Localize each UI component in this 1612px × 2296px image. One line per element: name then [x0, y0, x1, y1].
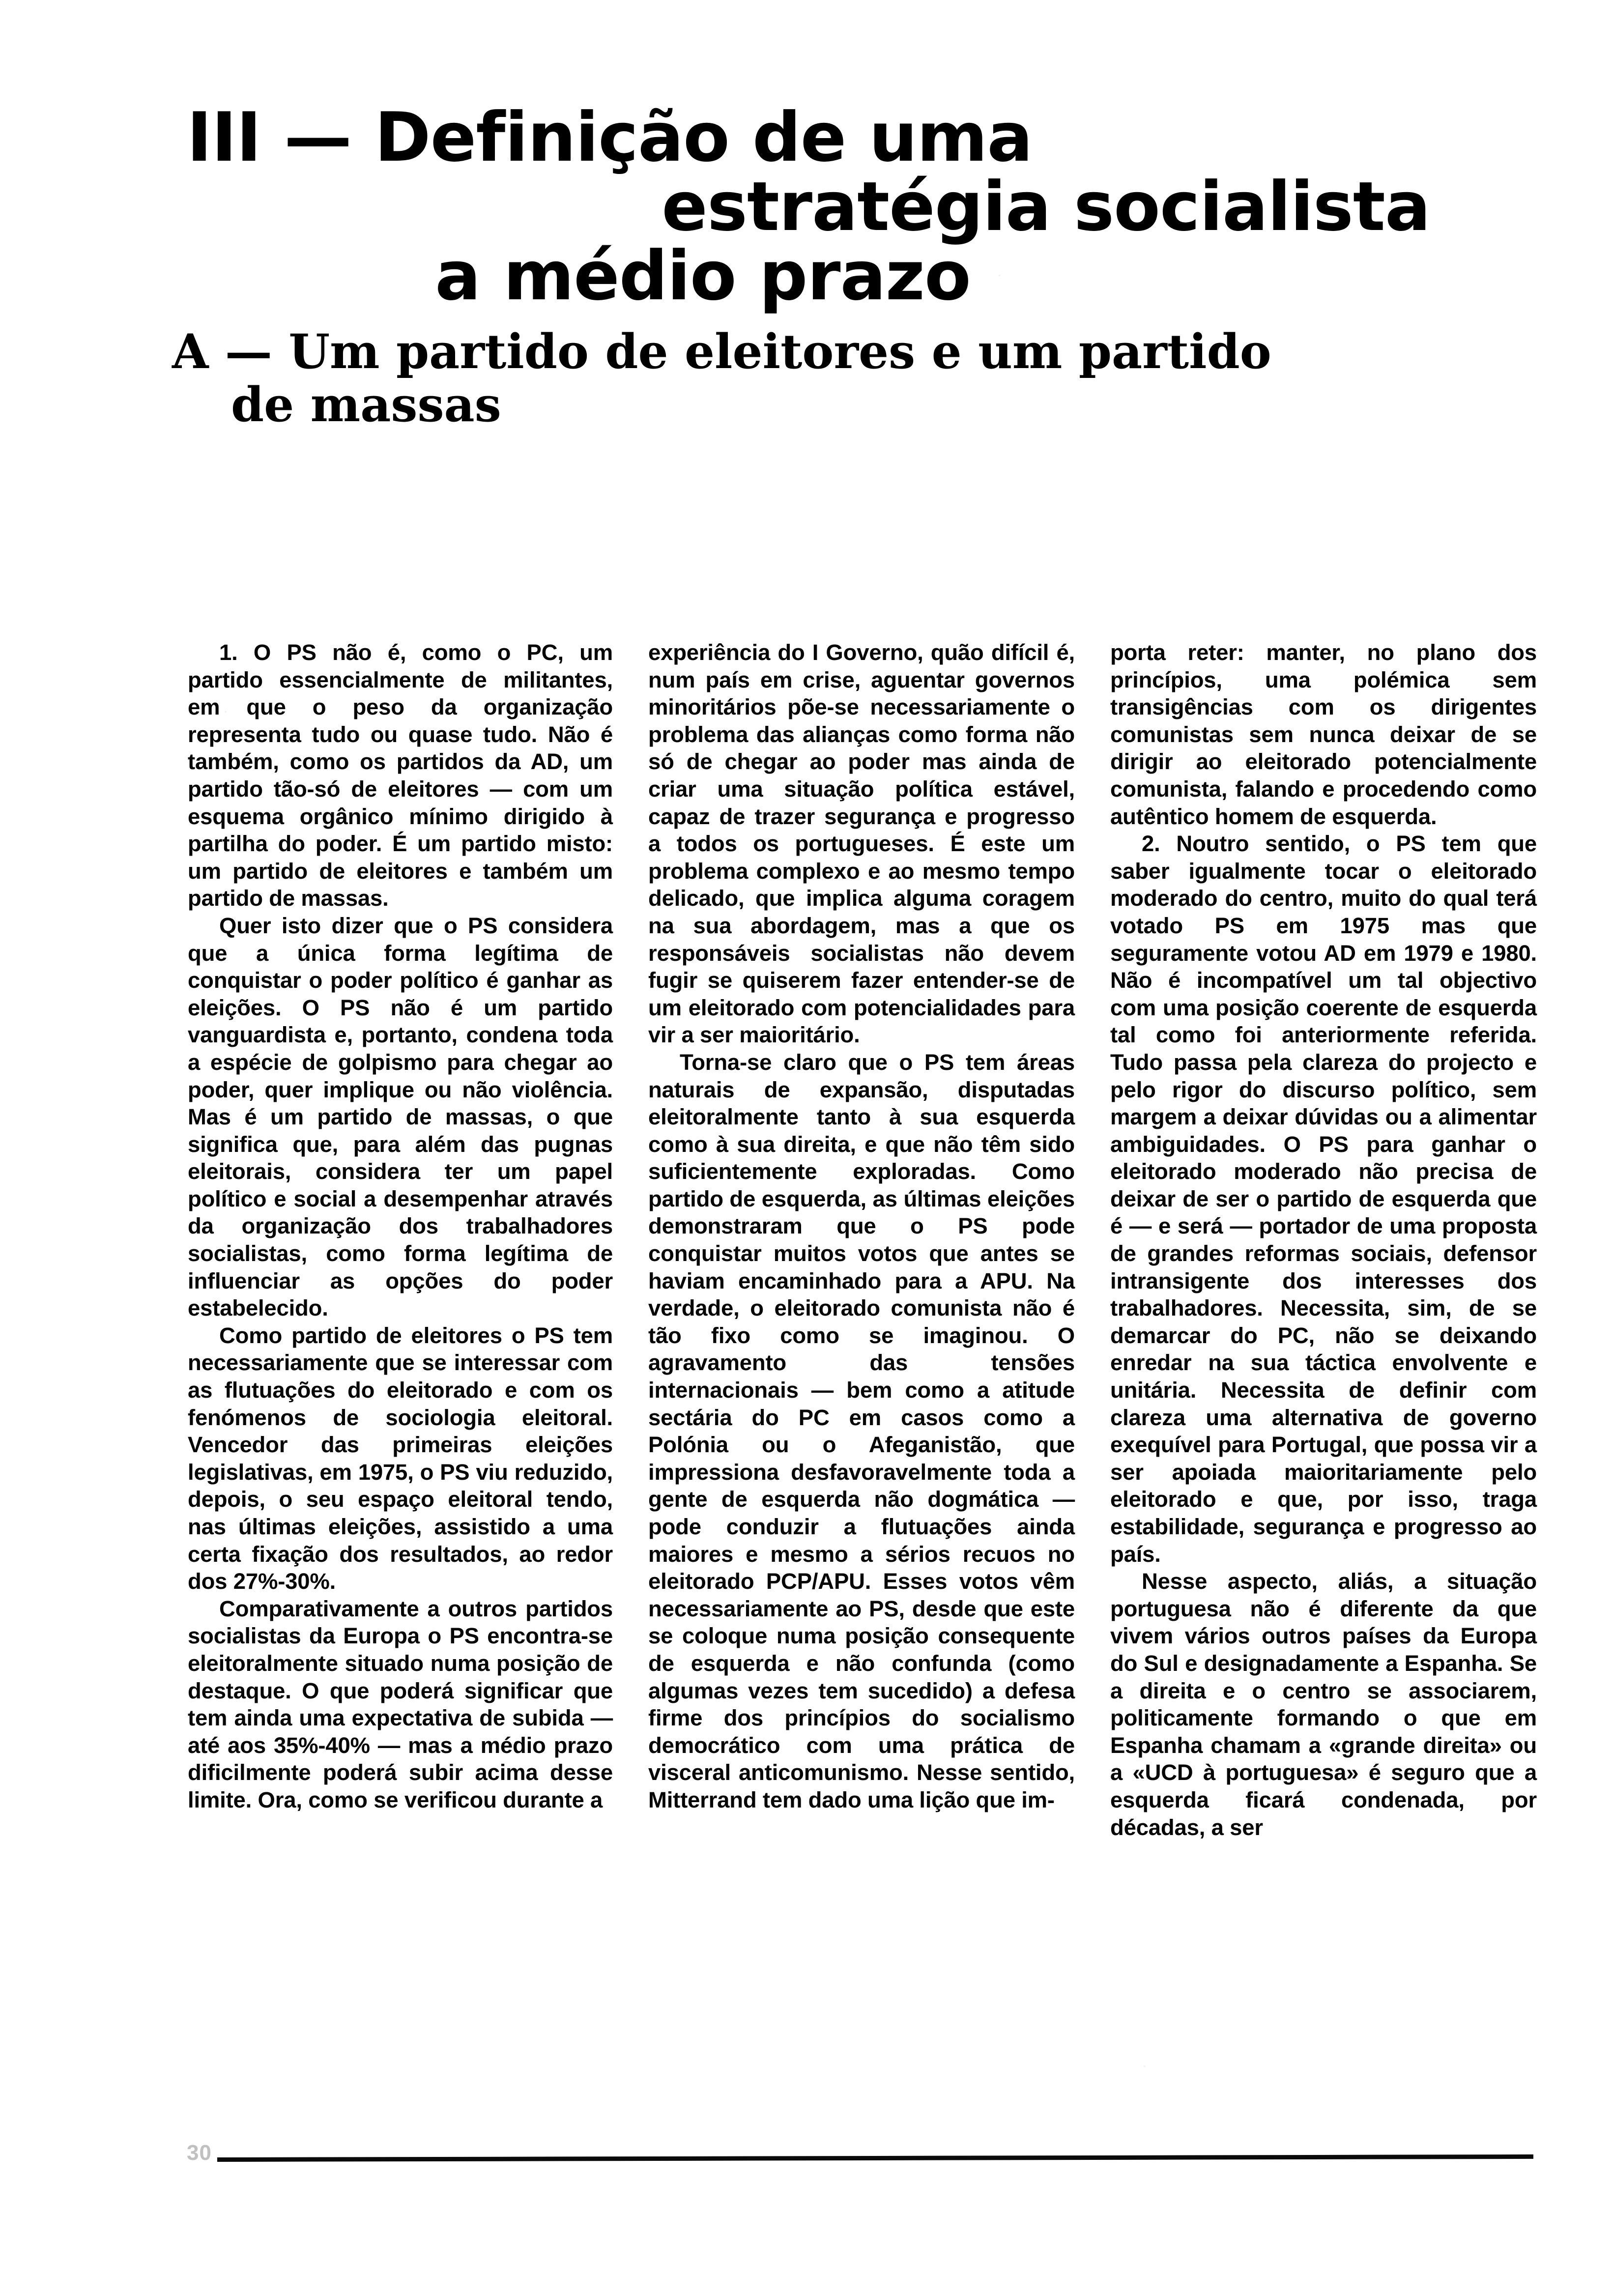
paragraph-text: Nesse aspecto, aliás, a situação portuguesa não é diferente da que vivem vários outros países da Europa do Sul e designadamente a Espanha. Se a direita e o centro se associarem, politicamente formando o que em Espanha chamam a «grande direita» ou a «UCD à portuguesa» é seguro que a esquerda ficará condenada, por décadas, a ser [1110, 1569, 1537, 1840]
paragraph [188, 1595, 613, 1814]
paragraph [188, 639, 613, 912]
chapter-title-line-3: a médio prazo [435, 236, 971, 316]
paragraph-number: 1. [219, 640, 238, 665]
section-title-line-1: A — Um partido de eleitores e um partido [172, 324, 1271, 380]
chapter-title-line-2: estratégia socialista [662, 167, 1430, 246]
paragraph [1110, 1568, 1537, 1841]
body-text-columns [188, 639, 1537, 1841]
chapter-title [187, 98, 1524, 316]
paragraph [1110, 830, 1537, 1568]
paragraph-text: Torna-se claro que o PS tem áreas naturais de expansão, disputadas eleitoralmente tanto à sua esquerda como à sua direita, e que não têm sido suficientemente exploradas. Como partido de esquerda, as últimas eleições demonstraram que o PS pode conquistar muitos votos que antes se haviam encaminhado para a APU. Na verdade, o eleitorado comunista não é tão fixo como se imaginou. O agravamento das tensões internacionais — bem como a atitude sectária do PC em casos como a Polónia ou o Afeganistão, que impressiona desfavoravelmente toda a gente de esquerda não dogmática — pode conduzir a flutuações ainda maiores e mesmo a sérios recuos no eleitorado PCP/APU. Esses votos vêm necessariamente ao PS, desde que este se coloque numa posição consequente de esquerda e não confunda (como algumas vezes tem sucedido) a defesa firme dos princípios do socialismo democrático com uma prática de visceral anticomunismo. Nesse sentido, Mitterrand tem dado uma lição que im- [648, 1049, 1075, 1812]
page-footer [187, 2141, 1533, 2173]
page-heading [172, 98, 1524, 432]
paragraph-text: Como partido de eleitores o PS tem necessariamente que se interessar com as flutuações do eleitorado e com os fenómenos de sociologia eleitoral. Vencedor das primeiras eleições legislativas, em 1975, o PS viu reduzido, depois, o seu espaço eleitoral tendo, nas últimas eleições, assistido a uma certa fixação dos resultados, ao redor dos 27%-30%. [188, 1322, 613, 1594]
paragraph-text: porta reter: manter, no plano dos princípios, uma polémica sem transigências com os dirigentes comunistas sem nunca deixar de se dirigir ao eleitorado potencialmente comunista, falando e procedendo como autêntico homem de esquerda. [1110, 640, 1537, 829]
paragraph-number: 2. [1142, 831, 1160, 857]
footer-rule [217, 2154, 1533, 2162]
text-column-1 [188, 639, 613, 1814]
section-title-line-2: de massas [231, 376, 501, 432]
paragraph [188, 1322, 613, 1595]
paragraph-text: Noutro sentido, o PS tem que saber igualmente tocar o eleitorado moderado do centro, muito do qual terá votado PS em 1975 mas que seguramente votou AD em 1979 e 1980. Não é incompatível um tal objectivo com uma posição coerente de esquerda tal como foi anteriormente referida. Tudo passa pela clareza do projecto e pelo rigor do discurso político, sem margem a deixar dúvidas ou a alimentar ambiguidades. O PS para ganhar o eleitorado moderado não precisa de deixar de ser o partido de esquerda que é — e será — portador de uma proposta de grandes reformas sociais, defensor intransigente dos interesses dos trabalhadores. Necessita, sim, de se demarcar do PC, não se deixando enredar na sua táctica envolvente e unitária. Necessita de definir com clareza uma alternativa de governo exequível para Portugal, que possa vir a ser apoiada maioritariamente pelo eleitorado e que, por isso, traga estabilidade, segurança e progresso ao país. [1110, 831, 1537, 1567]
text-column-3 [1110, 639, 1537, 1841]
paragraph [648, 1049, 1075, 1814]
paragraph-text: Comparativamente a outros partidos socialistas da Europa o PS encontra-se eleitoralmente situado numa posição de destaque. O que poderá significar que tem ainda uma expectativa de subida — até aos 35%-40% — mas a médio prazo dificilmente poderá subir acima desse limite. Ora, como se verificou durante a [188, 1596, 613, 1812]
paragraph-text: O PS não é, como o PC, um partido essencialmente de militantes, em que o peso da organização representa tudo ou quase tudo. Não é também, como os partidos da AD, um partido tão-só de eleitores — com um esquema orgânico mínimo dirigido à partilha do poder. É um partido misto: um partido de eleitores e também um partido de massas. [188, 640, 613, 911]
chapter-title-line-1: III — Definição de uma [187, 98, 1033, 177]
paragraph-text: Quer isto dizer que o PS considera que a única forma legítima de conquistar o poder político é ganhar as eleições. O PS não é um partido vanguardista e, portanto, condena toda a espécie de golpismo para chegar ao poder, quer implique ou não violência. Mas é um partido de massas, o que significa que, para além das pugnas eleitorais, considera ter um papel político e social a desempenhar através da organização dos trabalhadores socialistas, como forma legítima de influenciar as opções do poder estabelecido. [188, 913, 613, 1321]
page-number: 30 [187, 2141, 212, 2165]
paragraph [188, 912, 613, 1322]
paragraph-text: experiência do I Governo, quão difícil é, num país em crise, aguentar governos minoritários põe-se necessariamente o problema das alianças como forma não só de chegar ao poder mas ainda de criar uma situação política estável, capaz de trazer segurança e progresso a todos os portugueses. É este um problema complexo e ao mesmo tempo delicado, que implica alguma coragem na sua abordagem, mas a que os responsáveis socialistas não devem fugir se quiserem fazer entender-se de um eleitorado com potencialidades para vir a ser maioritário. [648, 640, 1075, 1048]
text-column-2 [648, 639, 1075, 1814]
section-title [172, 324, 1524, 432]
paragraph [648, 639, 1075, 1049]
paragraph [1110, 639, 1537, 830]
